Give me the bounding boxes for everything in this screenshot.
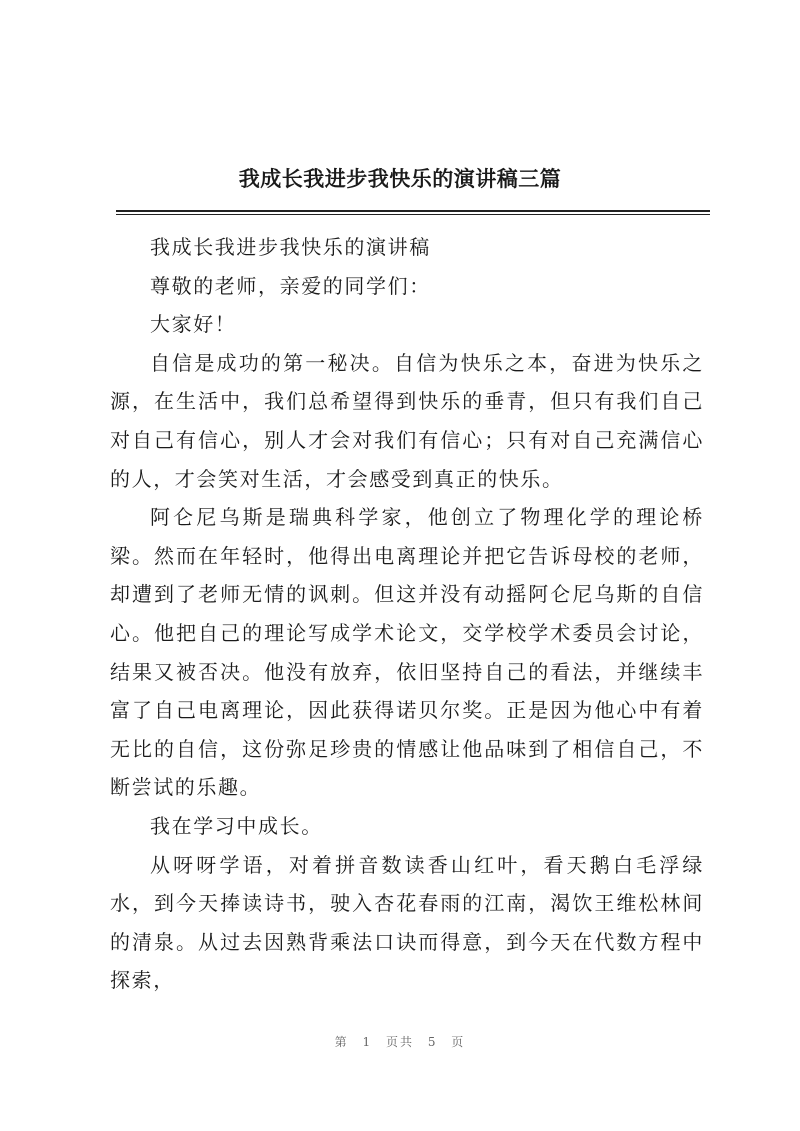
footer-current-page: 1 [362, 1035, 373, 1049]
footer-suffix: 页 [451, 1035, 466, 1049]
paragraph-arrhenius: 阿仑尼乌斯是瑞典科学家，他创立了物理化学的理论桥梁。然而在年轻时，他得出电离理论并把它告诉母校的老师，却遭到了老师无情的讽刺。但这并没有动摇阿仑尼乌斯的自信心。他把自己的理论写成学术论文，交学校学术委员会讨论，结果又被否决。他没有放弃，依旧坚持自己的看法，并继续丰富了自己电离理论，因此获得诺贝尔奖。正是因为他心中有着无比的自信，这份弥足珍贵的情感让他品味到了相信自己，不断尝试的乐趣。 [110, 505, 704, 800]
page-title: 我成长我进步我快乐的演讲稿三篇 [238, 166, 562, 191]
title-divider [116, 210, 710, 212]
paragraph-confidence: 自信是成功的第一秘决。自信为快乐之本，奋进为快乐之源，在生活中，我们总希望得到快乐的垂青，但只有我们自己对自己有信心，别人才会对我们有信心；只有对自己充满信心的人，才会笑对生活，才会感受到真正的快乐。 [110, 350, 704, 491]
footer-prefix: 第 [334, 1035, 349, 1049]
document-body [110, 228, 704, 1000]
paragraph-salutation: 尊敬的老师，亲爱的同学们： [150, 273, 431, 298]
footer-total-pages: 5 [427, 1035, 438, 1049]
footer-middle: 页共 [385, 1035, 414, 1049]
paragraph-growing: 我在学习中成长。 [150, 813, 323, 838]
paragraph-learning: 从呀呀学语，对着拼音数读香山红叶，看天鹅白毛浮绿水，到今天捧读诗书，驶入杏花春雨的江南，渴饮王维松林间的清泉。从过去因熟背乘法口诀而得意，到今天在代数方程中探索， [110, 852, 704, 993]
page-footer [0, 1033, 800, 1050]
paragraph-greeting: 大家好！ [150, 312, 237, 337]
paragraph-subtitle: 我成长我进步我快乐的演讲稿 [150, 235, 431, 259]
